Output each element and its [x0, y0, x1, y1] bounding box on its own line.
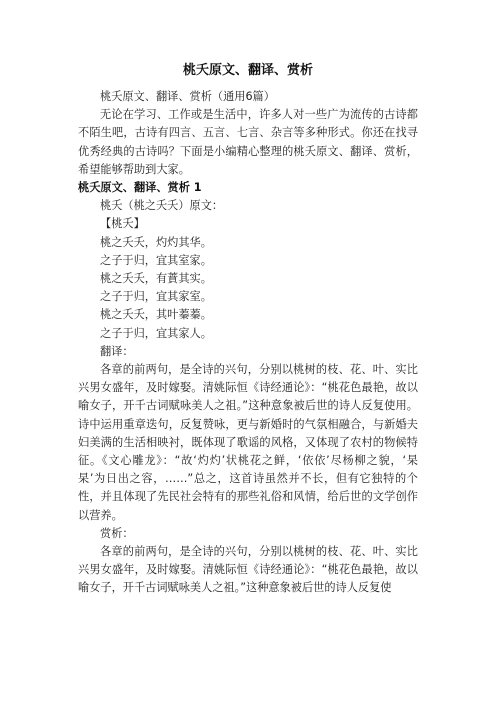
source-label: 桃夭（桃之夭夭）原文：	[100, 199, 224, 213]
translation-paragraph: 各章的前两句，是全诗的兴句，分别以桃树的枝、花、叶、实比兴男女盛年，及时嫁娶。清姚际恒《诗经通论》：“桃花色最艳，故以喻女子，开千古词赋咏美人之祖。”这种意象被后世的诗人反复使用。诗中运用重章迭句，反复赞咏，更与新婚时的气氛相融合，与新婚夫妇美满的生活相映衬，既体现了歌谣的风格，又体现了农村的物候特征。《文心雕龙》：“故‘灼灼’状桃花之鲜，‘依依’尽杨柳之貌，‘杲杲’为日出之容，……”总之，这首诗虽然并不长，但有它独特的个性，并且体现了先民社会特有的那些礼俗和风情，给后世的文学创作以营养。	[78, 363, 418, 522]
document-title: 桃夭原文、翻译、赏析	[182, 63, 313, 78]
appreciation-paragraph: 各章的前两句，是全诗的兴句，分别以桃树的枝、花、叶、实比兴男女盛年，及时嫁娶。清姚际恒《诗经通论》：“桃花色最艳，故以喻女子，开千古词赋咏美人之祖。”这种意象被后世的诗人反复使	[78, 545, 418, 595]
document-subtitle: 桃夭原文、翻译、赏析（通用6篇）	[100, 90, 275, 103]
poem-line: 桃之夭夭，有蕡其实。	[100, 272, 212, 286]
poem-line: 桃之夭夭，灼灼其华。	[100, 235, 212, 249]
translation-label: 翻译：	[100, 344, 134, 358]
poem-title: 【桃夭】	[100, 217, 145, 231]
poem-line: 之子于归，宜其家室。	[100, 290, 212, 304]
intro-paragraph: 无论在学习、工作或是生活中，许多人对一些广为流传的古诗都不陌生吧，古诗有四言、五言、七言、杂言等多种形式。你还在找寻优秀经典的古诗吗？下面是小编精心整理的桃夭原文、翻译、赏析，希望能够帮助到大家。	[78, 108, 418, 176]
poem-line: 之子于归，宜其室家。	[100, 253, 212, 267]
poem-line: 桃之夭夭，其叶蓁蓁。	[100, 308, 212, 322]
appreciation-label: 赏析：	[100, 526, 134, 540]
poem-line: 之子于归，宜其家人。	[100, 326, 212, 340]
section-heading: 桃夭原文、翻译、赏析 1	[78, 181, 202, 195]
